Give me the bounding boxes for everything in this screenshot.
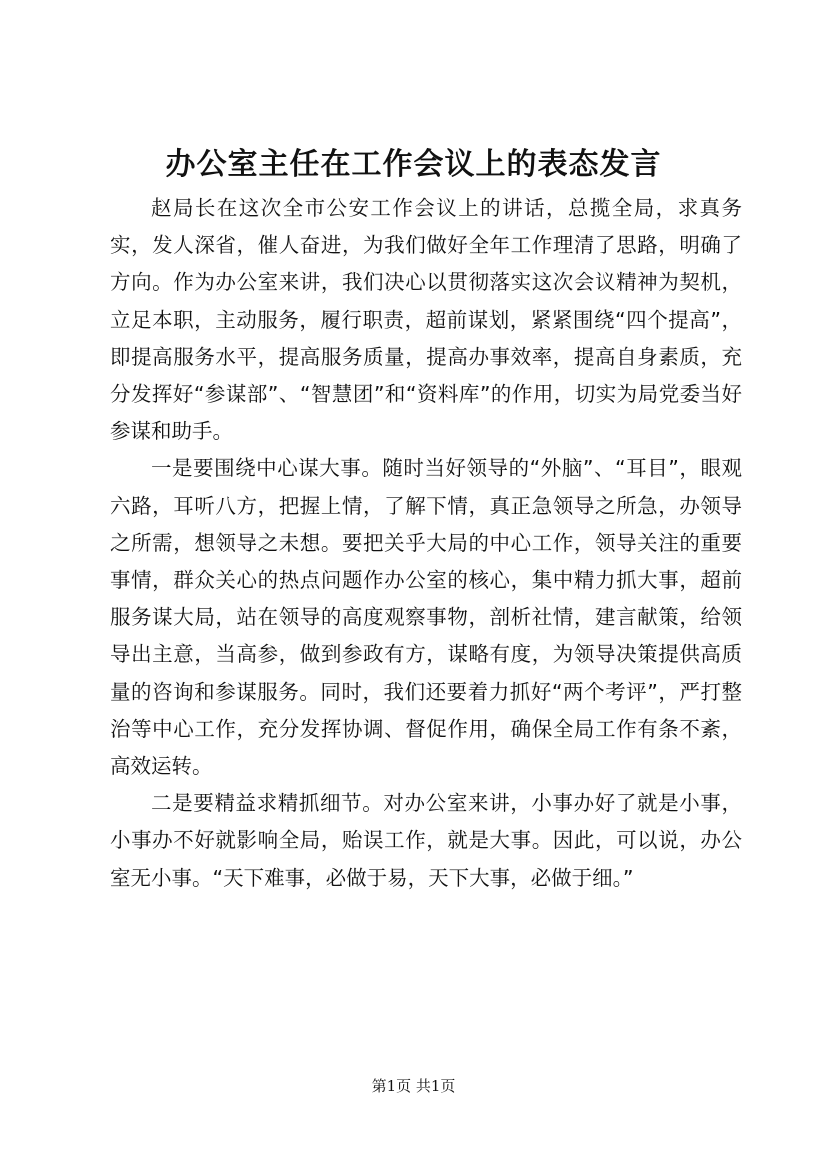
document-title: 办公室主任在工作会议上的表态发言 — [165, 147, 662, 182]
page-number-footer: 第1页 共1页 — [371, 1077, 456, 1095]
paragraph-1: 赵局长在这次全市公安工作会议上的讲话，总揽全局，求真务实，发人深省，催人奋进，为我们做好全年工作理清了思路，明确了方向。作为办公室来讲，我们决心以贯彻落实这次会议精神为契机，立足本职，主动服务，履行职责，超前谋划，紧紧围绕“四个提高”，即提高服务水平，提高服务质量，提高办事效率，提高自身素质，充分发挥好“参谋部”、“智慧团”和“资料库”的作用，切实为局党委当好参谋和助手。 — [110, 196, 742, 444]
document-body — [110, 190, 742, 897]
paragraph-2: 一是要围绕中心谋大事。随时当好领导的“外脑”、“耳目”，眼观六路，耳听八方，把握上情，了解下情，真正急领导之所急，办领导之所需，想领导之未想。要把关乎大局的中心工作，领导关注的重要事情，群众关心的热点问题作办公室的核心，集中精力抓大事，超前服务谋大局，站在领导的高度观察事物，剖析社情，建言献策，给领导出主意，当高参，做到参政有方，谋略有度，为领导决策提供高质量的咨询和参谋服务。同时，我们还要着力抓好“两个考评”，严打整治等中心工作，充分发挥协调、督促作用，确保全局工作有条不紊，高效运转。 — [110, 456, 742, 779]
paragraph-3: 二是要精益求精抓细节。对办公室来讲，小事办好了就是小事，小事办不好就影响全局，贻误工作，就是大事。因此，可以说，办公室无小事。“天下难事，必做于易，天下大事，必做于细。” — [110, 791, 742, 890]
